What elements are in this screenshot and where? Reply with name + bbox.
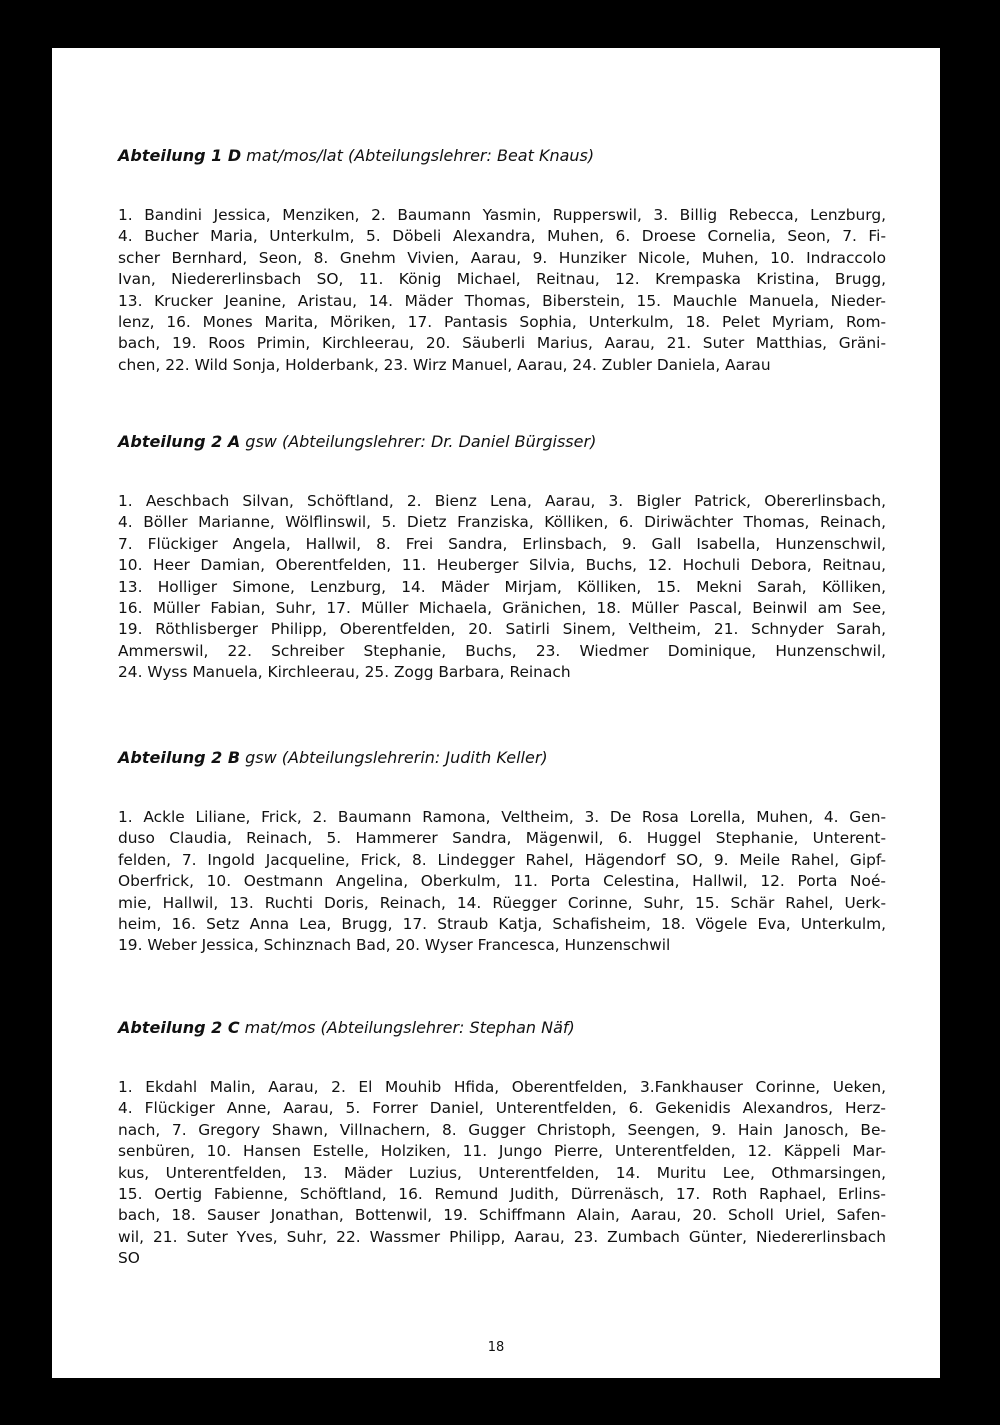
list-line: 4. Flückiger Anne, Aarau, 5. Forrer Daniel, Unterentfelden, 6. Gekenidis Alexandros, Herz-: [118, 1099, 886, 1118]
student-list: [118, 205, 886, 376]
list-line: SO: [118, 1249, 140, 1268]
list-line: bach, 19. Roos Primin, Kirchleerau, 20. Säuberli Marius, Aarau, 21. Suter Matthias, Gräni-: [118, 334, 886, 353]
section-subtitle: mat/mos (Abteilungslehrer: Stephan Näf): [239, 1018, 575, 1037]
section-abteilung-2b: [118, 748, 886, 957]
page-number: 18: [487, 1340, 505, 1355]
student-list: [118, 1077, 886, 1270]
section-code: Abteilung 2 A: [118, 432, 241, 451]
list-line: 13. Krucker Jeanine, Aristau, 14. Mäder Thomas, Biberstein, 15. Mauchle Manuela, Nieder-: [118, 291, 886, 310]
list-line: lenz, 16. Mones Marita, Möriken, 17. Pantasis Sophia, Unterkulm, 18. Pelet Myriam, Rom-: [118, 313, 886, 332]
section-code: Abteilung 1 D: [118, 146, 242, 165]
list-line: mie, Hallwil, 13. Ruchti Doris, Reinach, 14. Rüegger Corinne, Suhr, 15. Schär Rahel, Uerk-: [118, 893, 886, 912]
section-subtitle: gsw (Abteilungslehrer: Dr. Daniel Bürgisser): [240, 432, 597, 451]
list-line: Oberfrick, 10. Oestmann Angelina, Oberkulm, 11. Porta Celestina, Hallwil, 12. Porta Noé-: [118, 872, 886, 891]
list-line: 1. Ekdahl Malin, Aarau, 2. El Mouhib Hfida, Oberentfelden, 3.Fankhauser Corinne, Ueken,: [118, 1078, 886, 1096]
list-line: scher Bernhard, Seon, 8. Gnehm Vivien, Aarau, 9. Hunziker Nicole, Muhen, 10. Indraccolo: [118, 248, 886, 267]
list-line: felden, 7. Ingold Jacqueline, Frick, 8. Lindegger Rahel, Hägendorf SO, 9. Meile Rahel, Gipf-: [118, 850, 886, 869]
section-abteilung-2c: [118, 1018, 886, 1270]
section-abteilung-1d: [118, 146, 886, 376]
list-line: 4. Bucher Maria, Unterkulm, 5. Döbeli Alexandra, Muhen, 6. Droese Cornelia, Seon, 7. Fi-: [118, 227, 886, 246]
section-code: Abteilung 2 B: [118, 748, 241, 767]
list-line: bach, 18. Sauser Jonathan, Bottenwil, 19. Schiffmann Alain, Aarau, 20. Scholl Uriel, Safen-: [118, 1206, 886, 1225]
section-subtitle: gsw (Abteilungslehrerin: Judith Keller): [240, 748, 548, 767]
list-line: 1. Ackle Liliane, Frick, 2. Baumann Ramona, Veltheim, 3. De Rosa Lorella, Muhen, 4. Gen-: [118, 808, 886, 826]
list-line: 4. Böller Marianne, Wölflinswil, 5. Dietz Franziska, Kölliken, 6. Diriwächter Thomas, Reinach,: [118, 513, 886, 532]
section-heading: [118, 146, 886, 165]
list-line: kus, Unterentfelden, 13. Mäder Luzius, Unterentfelden, 14. Muritu Lee, Othmarsingen,: [118, 1163, 886, 1182]
section-heading: [118, 748, 886, 767]
section-code: Abteilung 2 C: [118, 1018, 240, 1037]
section-heading: [118, 432, 886, 451]
student-list: [118, 491, 886, 684]
list-line: 16. Müller Fabian, Suhr, 17. Müller Michaela, Gränichen, 18. Müller Pascal, Beinwil am See,: [118, 599, 886, 618]
section-heading: [118, 1018, 886, 1037]
list-line: wil, 21. Suter Yves, Suhr, 22. Wassmer Philipp, Aarau, 23. Zumbach Günter, Niedererlinsbach: [118, 1227, 886, 1246]
list-line: 1. Aeschbach Silvan, Schöftland, 2. Bienz Lena, Aarau, 3. Bigler Patrick, Obererlinsbach,: [118, 492, 886, 510]
list-line: 1. Bandini Jessica, Menziken, 2. Baumann Yasmin, Rupperswil, 3. Billig Rebecca, Lenzburg,: [118, 206, 886, 224]
student-list: [118, 807, 886, 957]
list-line: Ammerswil, 22. Schreiber Stephanie, Buchs, 23. Wiedmer Dominique, Hunzenschwil,: [118, 641, 886, 660]
list-line: 10. Heer Damian, Oberentfelden, 11. Heuberger Silvia, Buchs, 12. Hochuli Debora, Reitnau,: [118, 556, 886, 575]
list-line: senbüren, 10. Hansen Estelle, Holziken, 11. Jungo Pierre, Unterentfelden, 12. Käppeli Mar-: [118, 1142, 886, 1161]
list-line: chen, 22. Wild Sonja, Holderbank, 23. Wirz Manuel, Aarau, 24. Zubler Daniela, Aarau: [118, 355, 771, 374]
list-line: Ivan, Niedererlinsbach SO, 11. König Michael, Reitnau, 12. Krempaska Kristina, Brugg,: [118, 270, 886, 289]
list-line: 24. Wyss Manuela, Kirchleerau, 25. Zogg Barbara, Reinach: [118, 663, 571, 682]
list-line: 7. Flückiger Angela, Hallwil, 8. Frei Sandra, Erlinsbach, 9. Gall Isabella, Hunzenschwil,: [118, 534, 886, 553]
list-line: heim, 16. Setz Anna Lea, Brugg, 17. Straub Katja, Schafisheim, 18. Vögele Eva, Unterkulm,: [118, 915, 886, 934]
list-line: nach, 7. Gregory Shawn, Villnachern, 8. Gugger Christoph, Seengen, 9. Hain Janosch, Be-: [118, 1120, 886, 1139]
list-line: 15. Oertig Fabienne, Schöftland, 16. Remund Judith, Dürrenäsch, 17. Roth Raphael, Erlins-: [118, 1185, 886, 1204]
list-line: 19. Röthlisberger Philipp, Oberentfelden, 20. Satirli Sinem, Veltheim, 21. Schnyder Sarah,: [118, 620, 886, 639]
section-abteilung-2a: [118, 432, 886, 684]
section-subtitle: mat/mos/lat (Abteilungslehrer: Beat Knaus): [241, 146, 595, 165]
document-page: [52, 48, 940, 1378]
list-line: duso Claudia, Reinach, 5. Hammerer Sandra, Mägenwil, 6. Huggel Stephanie, Unterent-: [118, 829, 886, 848]
list-line: 13. Holliger Simone, Lenzburg, 14. Mäder Mirjam, Kölliken, 15. Mekni Sarah, Kölliken,: [118, 577, 886, 596]
list-line: 19. Weber Jessica, Schinznach Bad, 20. Wyser Francesca, Hunzenschwil: [118, 936, 671, 955]
